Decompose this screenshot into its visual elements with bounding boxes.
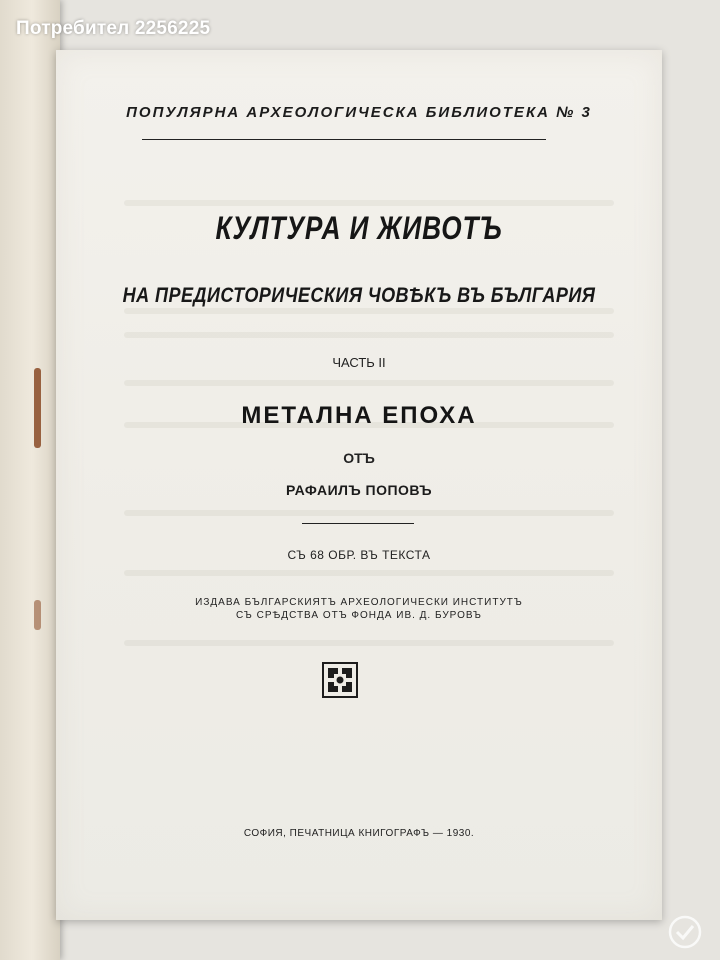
author-name: РАФАИЛЪ ПОПОВЪ — [285, 482, 433, 498]
show-through — [124, 308, 614, 314]
watermark-user-label: Потребител 2256225 — [16, 18, 211, 39]
series-title: ПОПУЛЯРНА АРХЕОЛОГИЧЕСКА БИБЛИОТЕКА № 3 — [126, 104, 592, 121]
show-through — [124, 332, 614, 338]
rust-stain — [34, 368, 41, 448]
show-through — [124, 380, 614, 386]
divider — [142, 139, 546, 140]
bazar-logo-icon — [662, 914, 708, 950]
book-subtitle: НА ПРЕДИСТОРИЧЕСКИЯ ЧОВѢКЪ ВЪ БЪЛГАРИЯ — [122, 284, 596, 307]
show-through — [124, 570, 614, 576]
show-through — [124, 510, 614, 516]
rust-stain — [34, 600, 41, 630]
illustrations-note: СЪ 68 ОБР. ВЪ ТЕКСТА — [287, 548, 431, 562]
publisher-line: СЪ СРѢДСТВА ОТЪ ФОНДА ИВ. Д. БУРОВЪ — [236, 610, 482, 621]
divider — [302, 523, 414, 524]
volume-title: МЕТАЛНА ЕПОХА — [241, 402, 477, 429]
publisher-note — [56, 596, 662, 622]
publisher-line: ИЗДАВА БЪЛГАРСКИЯТЪ АРХЕОЛОГИЧЕСКИ ИНСТИТУТЪ — [195, 597, 523, 608]
show-through — [124, 200, 614, 206]
title-page — [56, 50, 662, 920]
part-label: ЧАСТЬ II — [332, 355, 386, 370]
book-title: КУЛТУРА И ЖИВОТЪ — [215, 210, 503, 246]
imprint: СОФИЯ, ПЕЧАТНИЦА КНИГОГРАФЪ — 1930. — [243, 828, 475, 839]
left-page-edge — [0, 0, 60, 960]
by-label: ОТЪ — [343, 450, 375, 466]
show-through — [124, 640, 614, 646]
ornament-icon — [322, 662, 358, 698]
